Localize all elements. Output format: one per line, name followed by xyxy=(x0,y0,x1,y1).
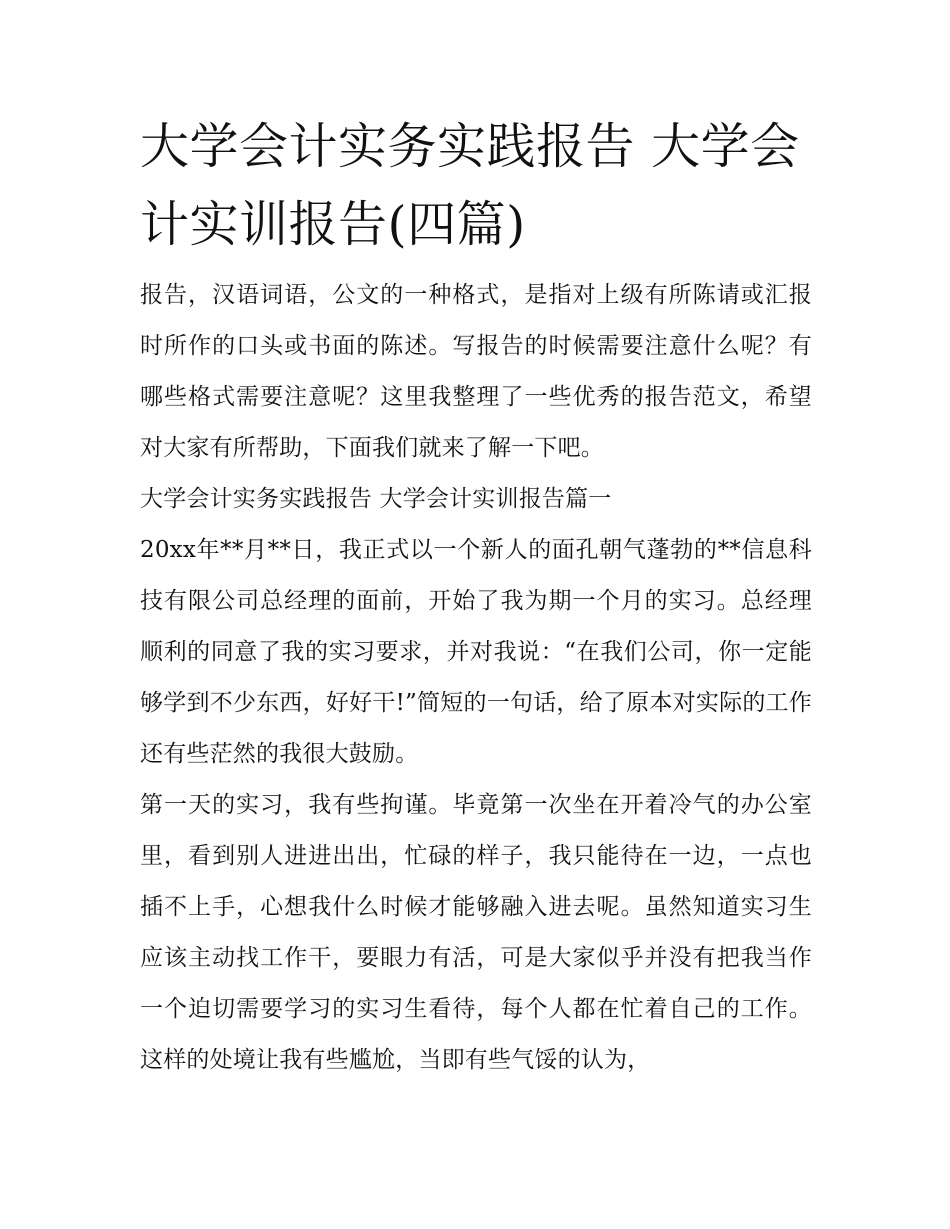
body-paragraph: 第一天的实习，我有些拘谨。毕竟第一次坐在开着冷气的办公室里，看到别人进进出出，忙碌的样子，我只能待在一边，一点也插不上手，心想我什么时候才能够融入进去呢。虽然知道实习生应该主动找工作干，要眼力有活，可是大家似乎并没有把我当作一个迫切需要学习的实习生看待，每个人都在忙着自己的工作。这样的处境让我有些尴尬，当即有些气馁的认为， xyxy=(140,792,812,1073)
intro-paragraph: 报告，汉语词语，公文的一种格式，是指对上级有所陈请或汇报时所作的口头或书面的陈述。写报告的时候需要注意什么呢？有哪些格式需要注意呢？这里我整理了一些优秀的报告范文，希望对大家有所帮助，下面我们就来了解一下吧。 xyxy=(140,282,812,461)
document-body xyxy=(140,108,812,1086)
section-heading: 大学会计实务实践报告 大学会计实训报告篇一 xyxy=(140,486,612,512)
document-title: 大学会计实务实践报告 大学会计实训报告(四篇) xyxy=(140,118,800,253)
body-paragraph: 20xx年**月**日，我正式以一个新人的面孔朝气蓬勃的**信息科技有限公司总经理的面前，开始了我为期一个月的实习。总经理顺利的同意了我的实习要求，并对我说：“在我们公司，你一定能够学到不少东西，好好干!”简短的一句话，给了原本对实际的工作还有些茫然的我很大鼓励。 xyxy=(140,537,812,767)
